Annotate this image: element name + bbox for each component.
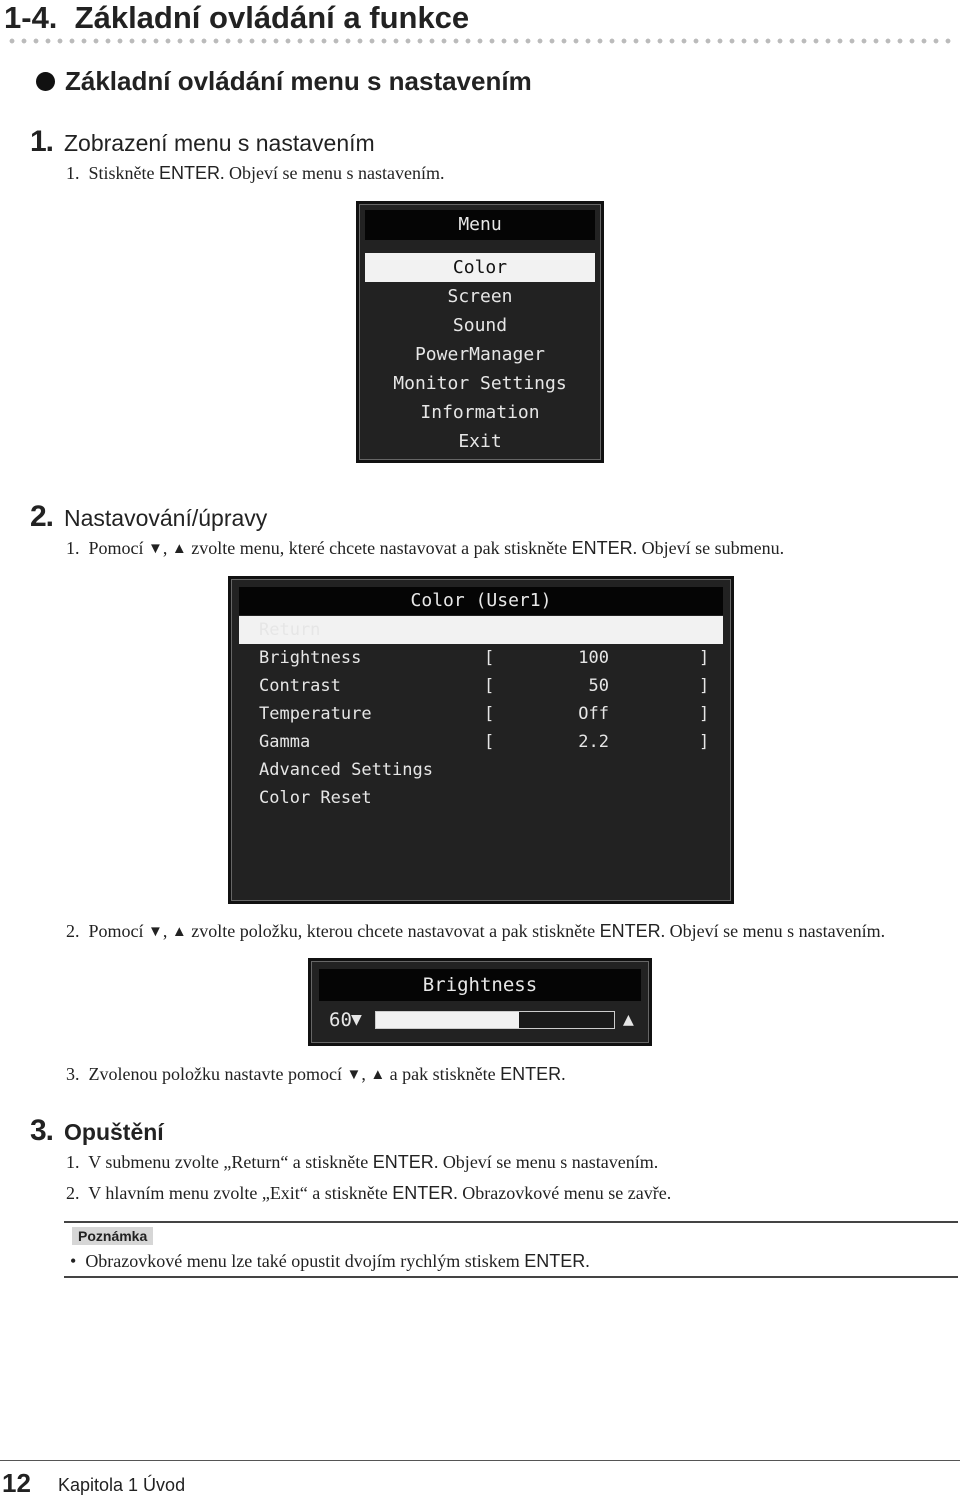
- step1-line1: 1. Stiskněte ENTER. Objeví se menu s nastavením.: [66, 163, 445, 183]
- slider-track[interactable]: [375, 1011, 615, 1029]
- submenu-title: Color (User1): [239, 587, 723, 615]
- submenu-row-brightness[interactable]: Brightness [ 100 ]: [239, 644, 723, 672]
- note-text: • Obrazovkové menu lze také opustit dvojím rychlým stiskem ENTER.: [70, 1251, 590, 1271]
- step2-line3: 3. Zvolenou položku nastavte pomocí ▼, ▲ a pak stiskněte ENTER.: [66, 1064, 566, 1084]
- gamma-value: 2.2: [578, 732, 609, 752]
- submenu-row-gamma[interactable]: Gamma [ 2.2 ]: [239, 728, 723, 756]
- chapter-label: Kapitola 1 Úvod: [58, 1475, 186, 1495]
- submenu-row-temperature[interactable]: Temperature [ Off ]: [239, 700, 723, 728]
- main-menu-item-color[interactable]: Color: [365, 253, 595, 282]
- enter-key-label: ENTER: [524, 1251, 586, 1271]
- main-menu-item-information[interactable]: Information: [420, 402, 540, 423]
- step2-number: 2.: [30, 500, 54, 533]
- main-menu-item-exit[interactable]: Exit: [458, 431, 502, 452]
- brightness-value: 100: [578, 648, 609, 668]
- note-bottom-rule: [64, 1276, 958, 1278]
- main-menu-osd: [356, 201, 604, 463]
- slider-title: Brightness: [319, 969, 641, 1001]
- section-heading: [36, 66, 532, 97]
- main-menu-item-sound[interactable]: Sound: [452, 315, 508, 336]
- note-tag: Poznámka: [72, 1227, 153, 1245]
- chapter-heading: [4, 0, 469, 36]
- contrast-value: 50: [588, 676, 609, 696]
- down-arrow-icon: ▼: [148, 924, 163, 940]
- page-number: 12: [2, 1468, 31, 1498]
- submenu-row-contrast[interactable]: Contrast [ 50 ]: [239, 672, 723, 700]
- enter-key-label: ENTER: [599, 921, 661, 941]
- down-arrow-icon: ▼: [346, 1067, 362, 1083]
- section-title: Základní ovládání menu s nastavením: [65, 66, 532, 96]
- step3-line2: 2. V hlavním menu zvolte „Exit“ a stiskněte ENTER. Obrazovkové menu se zavře.: [66, 1183, 672, 1203]
- step2-line2: 2. Pomocí ▼, ▲ zvolte položku, kterou chcete nastavovat a pak stiskněte ENTER. Objeví se menu s nastavením.: [66, 921, 886, 941]
- color-submenu-osd: [228, 576, 734, 904]
- step3-line1: 1. V submenu zvolte „Return“ a stiskněte ENTER. Objeví se menu s nastavením.: [66, 1152, 659, 1172]
- bullet: •: [70, 1251, 77, 1271]
- bullet-circle-icon: [36, 72, 55, 91]
- up-arrow-icon: ▲: [171, 541, 187, 557]
- chapter-title: Základní ovládání a funkce: [74, 0, 470, 35]
- step3-title: Opuštění: [64, 1119, 164, 1145]
- slider-increase-icon[interactable]: ▲: [623, 1009, 634, 1030]
- main-menu-item-screen[interactable]: Screen: [447, 286, 513, 307]
- up-arrow-icon: ▲: [370, 1067, 386, 1083]
- slider-value: 60: [329, 1009, 352, 1031]
- footer-rule: [0, 1460, 960, 1461]
- slider-decrease-icon[interactable]: ▼: [351, 1009, 362, 1030]
- main-menu-title: Menu: [365, 210, 595, 240]
- enter-key-label: ENTER: [392, 1183, 454, 1203]
- submenu-row-label: Return: [259, 620, 321, 640]
- main-menu-item-powermanager[interactable]: PowerManager: [414, 344, 546, 365]
- enter-key-label: ENTER: [372, 1152, 434, 1172]
- main-menu-item-monitor-settings[interactable]: Monitor Settings: [393, 373, 567, 394]
- enter-key-label: ENTER: [571, 538, 633, 558]
- step3-number: 3.: [30, 1114, 54, 1147]
- enter-key-label: ENTER: [159, 163, 221, 183]
- up-arrow-icon: ▲: [171, 924, 187, 940]
- main-menu-list: [365, 253, 595, 456]
- dotted-divider: [6, 38, 956, 44]
- step2-line1: 1. Pomocí ▼, ▲ zvolte menu, které chcete nastavovat a pak stiskněte ENTER. Objeví se submenu.: [66, 538, 785, 558]
- slider-fill: [376, 1012, 519, 1028]
- enter-key-label: ENTER: [500, 1064, 562, 1084]
- down-arrow-icon: ▼: [148, 541, 163, 557]
- brightness-slider-osd: [308, 958, 652, 1046]
- note-top-rule: [64, 1221, 958, 1223]
- step1-number: 1.: [30, 125, 54, 158]
- submenu-row-color-reset[interactable]: Color Reset: [259, 788, 372, 808]
- submenu-row-advanced-settings[interactable]: Advanced Settings: [259, 760, 433, 780]
- chapter-number: 1-4.: [4, 0, 58, 35]
- step2-title: Nastavování/úpravy: [64, 505, 268, 531]
- temperature-value: Off: [578, 704, 609, 724]
- step1-title: Zobrazení menu s nastavením: [64, 130, 375, 156]
- submenu-row-return[interactable]: [239, 616, 723, 644]
